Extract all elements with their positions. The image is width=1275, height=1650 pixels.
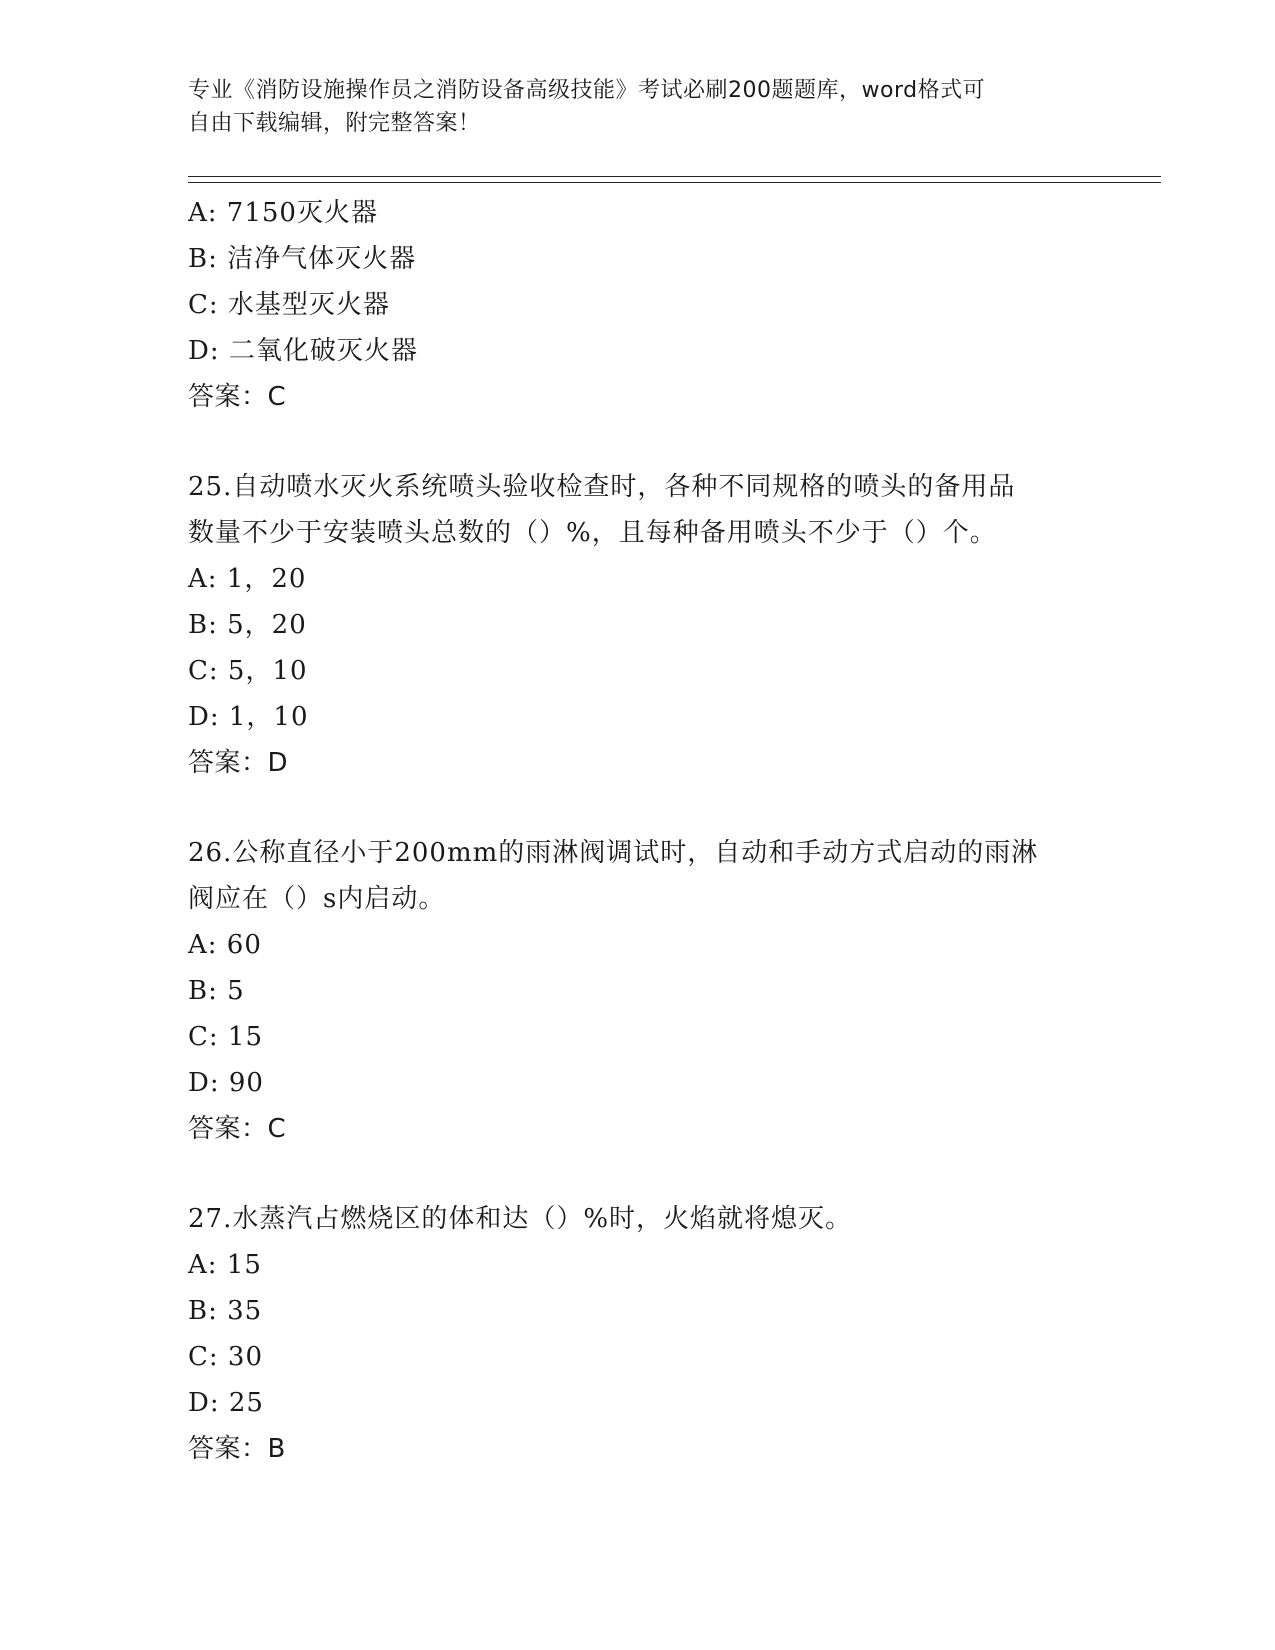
header-divider-top [188,176,1161,177]
answer-text: 答案：B [188,1434,286,1464]
question-list [188,190,1088,1472]
answer-text: 答案：C [188,382,287,412]
header-line-1: 专业《消防设施操作员之消防设备高级技能》考试必刷200题题库，word格式可 [188,78,986,103]
question-block-27 [188,1196,1088,1472]
option-c: C: 15 [188,1022,264,1052]
option-c: C: 30 [188,1342,264,1372]
option-a: A: 15 [188,1250,262,1280]
question-text-line-1: 27.水蒸汽占燃烧区的体和达（）%时，火焰就将熄灭。 [188,1204,853,1234]
option-b: B: 5，20 [188,610,307,640]
option-b: B: 洁净气体灭火器 [188,244,417,274]
option-b: B: 5 [188,976,245,1006]
document-header [188,74,1088,140]
question-text-line-1: 26.公称直径小于200mm的雨淋阀调试时，自动和手动方式启动的雨淋 [188,838,1039,868]
option-a: A: 1，20 [188,564,307,594]
answer-text: 答案：C [188,1114,287,1144]
header-line-2: 自由下载编辑，附完整答案！ [188,111,481,136]
question-text-line-2: 数量不少于安装喷头总数的（）%，且每种备用喷头不少于（）个。 [188,518,997,548]
option-d: D: 1，10 [188,702,309,732]
option-d: D: 25 [188,1388,264,1418]
header-divider-bottom [188,182,1161,183]
option-c: C: 5，10 [188,656,308,686]
option-c: C: 水基型灭火器 [188,290,390,320]
question-text-line-1: 25.自动喷水灭火系统喷头验收检查时，各种不同规格的喷头的备用品 [188,472,1016,502]
option-d: D: 90 [188,1068,264,1098]
answer-text: 答案：D [188,748,289,778]
option-d: D: 二氧化破灭火器 [188,336,418,366]
question-block-25 [188,464,1088,786]
question-block-26 [188,830,1088,1152]
question-text-line-2: 阀应在（）s内启动。 [188,884,446,914]
option-a: A: 60 [188,930,262,960]
option-a: A: 7150灭火器 [188,198,378,228]
option-b: B: 35 [188,1296,263,1326]
question-block-24 [188,190,1088,420]
